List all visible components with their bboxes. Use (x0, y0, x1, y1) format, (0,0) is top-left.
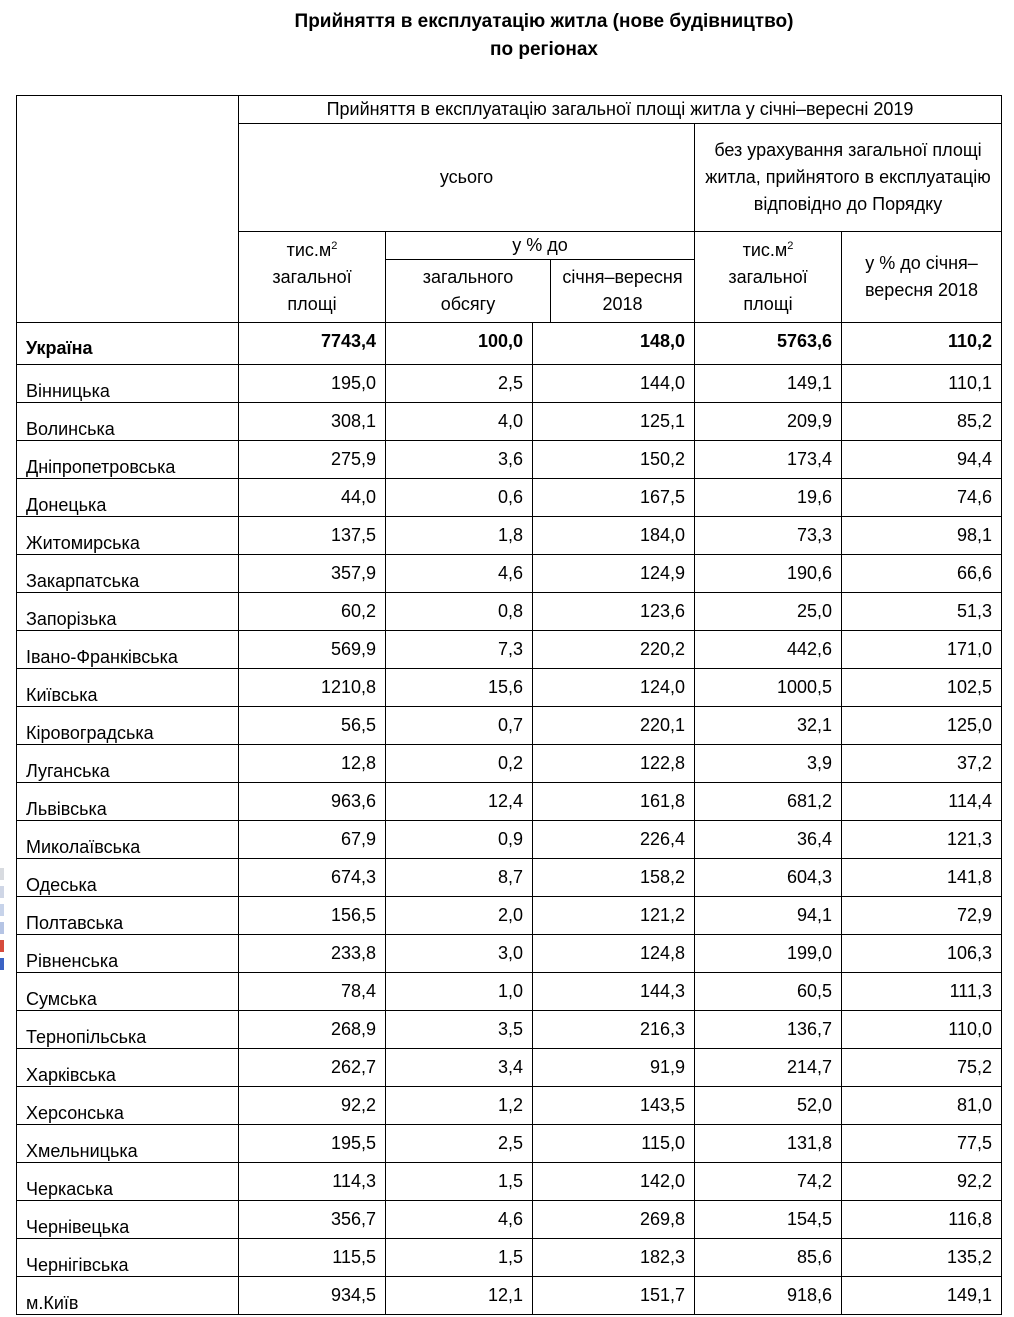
value-cell: 78,4 (239, 973, 386, 1011)
table-row (17, 1163, 1002, 1201)
table-row (17, 745, 1002, 783)
value-cell: 94,4 (842, 441, 1002, 479)
value-cell: 106,3 (842, 935, 1002, 973)
value-cell: 2,5 (386, 1125, 533, 1163)
value-cell: 60,2 (239, 593, 386, 631)
value-cell: 150,2 (533, 441, 695, 479)
value-cell: 94,1 (695, 897, 842, 935)
value-cell: 182,3 (533, 1239, 695, 1277)
header-pct-total: загального обсягу (386, 260, 551, 323)
region-name-cell: Житомирська (17, 517, 239, 555)
value-cell: 12,8 (239, 745, 386, 783)
value-cell: 233,8 (239, 935, 386, 973)
value-cell: 275,9 (239, 441, 386, 479)
value-cell: 569,9 (239, 631, 386, 669)
table-row (17, 935, 1002, 973)
value-cell: 135,2 (842, 1239, 1002, 1277)
table-row (17, 897, 1002, 935)
region-name-cell: Тернопільська (17, 1011, 239, 1049)
header-excl-pct: у % до січня–вересня 2018 (842, 232, 1002, 323)
value-cell: 110,2 (842, 323, 1002, 365)
value-cell: 121,2 (533, 897, 695, 935)
value-cell: 1,2 (386, 1087, 533, 1125)
value-cell: 3,5 (386, 1011, 533, 1049)
table-row (17, 669, 1002, 707)
value-cell: 209,9 (695, 403, 842, 441)
value-cell: 2,5 (386, 365, 533, 403)
value-cell: 77,5 (842, 1125, 1002, 1163)
value-cell: 1000,5 (695, 669, 842, 707)
value-cell: 934,5 (239, 1277, 386, 1315)
value-cell: 220,2 (533, 631, 695, 669)
region-name-cell: Чернігівська (17, 1239, 239, 1277)
value-cell: 148,0 (533, 323, 695, 365)
value-cell: 0,9 (386, 821, 533, 859)
value-cell: 44,0 (239, 479, 386, 517)
region-name-cell: Україна (17, 323, 239, 365)
value-cell: 918,6 (695, 1277, 842, 1315)
value-cell: 60,5 (695, 973, 842, 1011)
value-cell: 0,2 (386, 745, 533, 783)
table-row (17, 403, 1002, 441)
edge-marks (0, 868, 4, 988)
value-cell: 190,6 (695, 555, 842, 593)
value-cell: 214,7 (695, 1049, 842, 1087)
value-cell: 102,5 (842, 669, 1002, 707)
table-row (17, 973, 1002, 1011)
region-name-cell: Полтавська (17, 897, 239, 935)
value-cell: 357,9 (239, 555, 386, 593)
value-cell: 66,6 (842, 555, 1002, 593)
region-name-cell: Чернівецька (17, 1201, 239, 1239)
table-row (17, 593, 1002, 631)
value-cell: 1,0 (386, 973, 533, 1011)
value-cell: 110,0 (842, 1011, 1002, 1049)
table-row-total (17, 323, 1002, 365)
value-cell: 149,1 (695, 365, 842, 403)
table-row (17, 1011, 1002, 1049)
region-name-cell: м.Київ (17, 1277, 239, 1315)
value-cell: 15,6 (386, 669, 533, 707)
region-name-cell: Львівська (17, 783, 239, 821)
header-pct-prev: січня–вересня 2018 (562, 267, 683, 314)
value-cell: 674,3 (239, 859, 386, 897)
region-name-cell: Хмельницька (17, 1125, 239, 1163)
value-cell: 1,5 (386, 1239, 533, 1277)
value-cell: 19,6 (695, 479, 842, 517)
region-name-cell: Донецька (17, 479, 239, 517)
header-excl-unit (695, 232, 842, 323)
value-cell: 199,0 (695, 935, 842, 973)
value-cell: 56,5 (239, 707, 386, 745)
value-cell: 4,0 (386, 403, 533, 441)
value-cell: 115,0 (533, 1125, 695, 1163)
region-name-cell: Запорізька (17, 593, 239, 631)
value-cell: 125,1 (533, 403, 695, 441)
header-top: Прийняття в експлуатацію загальної площі житла у січні–вересні 2019 (239, 96, 1002, 124)
value-cell: 92,2 (842, 1163, 1002, 1201)
value-cell: 3,9 (695, 745, 842, 783)
table-row (17, 365, 1002, 403)
value-cell: 110,1 (842, 365, 1002, 403)
value-cell: 0,6 (386, 479, 533, 517)
value-cell: 963,6 (239, 783, 386, 821)
table-row (17, 783, 1002, 821)
value-cell: 73,3 (695, 517, 842, 555)
value-cell: 2,0 (386, 897, 533, 935)
value-cell: 173,4 (695, 441, 842, 479)
region-name-cell: Сумська (17, 973, 239, 1011)
value-cell: 142,0 (533, 1163, 695, 1201)
header-unit-suffix: загальної площі (272, 266, 352, 314)
region-name-cell: Вінницька (17, 365, 239, 403)
value-cell: 154,5 (695, 1201, 842, 1239)
header-pct-label: у % до (386, 232, 694, 260)
value-cell: 681,2 (695, 783, 842, 821)
region-name-cell: Миколаївська (17, 821, 239, 859)
header-excl-unit-sup: 2 (787, 239, 794, 252)
region-name-cell: Одеська (17, 859, 239, 897)
region-name-cell: Черкаська (17, 1163, 239, 1201)
table-row (17, 555, 1002, 593)
region-name-cell: Дніпропетровська (17, 441, 239, 479)
value-cell: 195,5 (239, 1125, 386, 1163)
value-cell: 3,6 (386, 441, 533, 479)
table-row (17, 707, 1002, 745)
table-row (17, 631, 1002, 669)
value-cell: 269,8 (533, 1201, 695, 1239)
table-row (17, 1239, 1002, 1277)
value-cell: 167,5 (533, 479, 695, 517)
table-row (17, 441, 1002, 479)
value-cell: 8,7 (386, 859, 533, 897)
table-row (17, 479, 1002, 517)
housing-table (16, 95, 1002, 1315)
region-name-cell: Кіровоградська (17, 707, 239, 745)
table-row (17, 859, 1002, 897)
value-cell: 100,0 (386, 323, 533, 365)
value-cell: 37,2 (842, 745, 1002, 783)
value-cell: 67,9 (239, 821, 386, 859)
value-cell: 156,5 (239, 897, 386, 935)
value-cell: 111,3 (842, 973, 1002, 1011)
header-total-group: усього (239, 124, 695, 232)
value-cell: 91,9 (533, 1049, 695, 1087)
header-corner (17, 96, 239, 323)
value-cell: 268,9 (239, 1011, 386, 1049)
value-cell: 74,2 (695, 1163, 842, 1201)
value-cell: 32,1 (695, 707, 842, 745)
value-cell: 184,0 (533, 517, 695, 555)
table-row (17, 1049, 1002, 1087)
value-cell: 124,0 (533, 669, 695, 707)
value-cell: 158,2 (533, 859, 695, 897)
page-title (0, 8, 1014, 64)
value-cell: 137,5 (239, 517, 386, 555)
value-cell: 161,8 (533, 783, 695, 821)
value-cell: 151,7 (533, 1277, 695, 1315)
value-cell: 216,3 (533, 1011, 695, 1049)
value-cell: 7,3 (386, 631, 533, 669)
title-line-1: Прийняття в експлуатацію житла (нове будівництво) (294, 11, 794, 32)
value-cell: 144,0 (533, 365, 695, 403)
value-cell: 124,8 (533, 935, 695, 973)
region-name-cell: Харківська (17, 1049, 239, 1087)
value-cell: 604,3 (695, 859, 842, 897)
value-cell: 220,1 (533, 707, 695, 745)
value-cell: 36,4 (695, 821, 842, 859)
value-cell: 75,2 (842, 1049, 1002, 1087)
value-cell: 442,6 (695, 631, 842, 669)
table-row (17, 1201, 1002, 1239)
value-cell: 124,9 (533, 555, 695, 593)
value-cell: 4,6 (386, 555, 533, 593)
value-cell: 0,7 (386, 707, 533, 745)
region-name-cell: Закарпатська (17, 555, 239, 593)
region-name-cell: Луганська (17, 745, 239, 783)
value-cell: 12,1 (386, 1277, 533, 1315)
value-cell: 195,0 (239, 365, 386, 403)
value-cell: 226,4 (533, 821, 695, 859)
value-cell: 125,0 (842, 707, 1002, 745)
value-cell: 122,8 (533, 745, 695, 783)
value-cell: 3,0 (386, 935, 533, 973)
header-unit-sup: 2 (331, 239, 338, 252)
header-unit (239, 232, 386, 323)
value-cell: 0,8 (386, 593, 533, 631)
value-cell: 114,4 (842, 783, 1002, 821)
table-row (17, 821, 1002, 859)
value-cell: 356,7 (239, 1201, 386, 1239)
value-cell: 25,0 (695, 593, 842, 631)
value-cell: 74,6 (842, 479, 1002, 517)
value-cell: 1210,8 (239, 669, 386, 707)
region-name-cell: Херсонська (17, 1087, 239, 1125)
value-cell: 114,3 (239, 1163, 386, 1201)
table-row (17, 517, 1002, 555)
header-excl-group: без урахування загальної площі житла, прийнятого в експлуатацію відповідно до Порядку (695, 124, 1002, 232)
value-cell: 4,6 (386, 1201, 533, 1239)
value-cell: 143,5 (533, 1087, 695, 1125)
value-cell: 72,9 (842, 897, 1002, 935)
region-name-cell: Київська (17, 669, 239, 707)
value-cell: 51,3 (842, 593, 1002, 631)
region-name-cell: Волинська (17, 403, 239, 441)
value-cell: 262,7 (239, 1049, 386, 1087)
value-cell: 85,2 (842, 403, 1002, 441)
value-cell: 115,5 (239, 1239, 386, 1277)
value-cell: 1,8 (386, 517, 533, 555)
value-cell: 52,0 (695, 1087, 842, 1125)
value-cell: 3,4 (386, 1049, 533, 1087)
header-excl-unit-prefix: тис.м (742, 239, 788, 260)
value-cell: 121,3 (842, 821, 1002, 859)
value-cell: 92,2 (239, 1087, 386, 1125)
region-name-cell: Івано-Франківська (17, 631, 239, 669)
value-cell: 149,1 (842, 1277, 1002, 1315)
header-unit-prefix: тис.м (286, 239, 332, 260)
value-cell: 171,0 (842, 631, 1002, 669)
value-cell: 12,4 (386, 783, 533, 821)
region-name-cell: Рівненська (17, 935, 239, 973)
value-cell: 5763,6 (695, 323, 842, 365)
value-cell: 7743,4 (239, 323, 386, 365)
value-cell: 85,6 (695, 1239, 842, 1277)
value-cell: 81,0 (842, 1087, 1002, 1125)
value-cell: 141,8 (842, 859, 1002, 897)
value-cell: 144,3 (533, 973, 695, 1011)
header-excl-unit-suffix: загальної площі (728, 266, 808, 314)
header-pct-group (386, 232, 695, 323)
value-cell: 131,8 (695, 1125, 842, 1163)
value-cell: 1,5 (386, 1163, 533, 1201)
value-cell: 136,7 (695, 1011, 842, 1049)
table-row (17, 1125, 1002, 1163)
table-row (17, 1277, 1002, 1315)
title-line-2: по регіонах (490, 39, 598, 60)
table-row (17, 1087, 1002, 1125)
value-cell: 308,1 (239, 403, 386, 441)
value-cell: 98,1 (842, 517, 1002, 555)
value-cell: 116,8 (842, 1201, 1002, 1239)
value-cell: 123,6 (533, 593, 695, 631)
